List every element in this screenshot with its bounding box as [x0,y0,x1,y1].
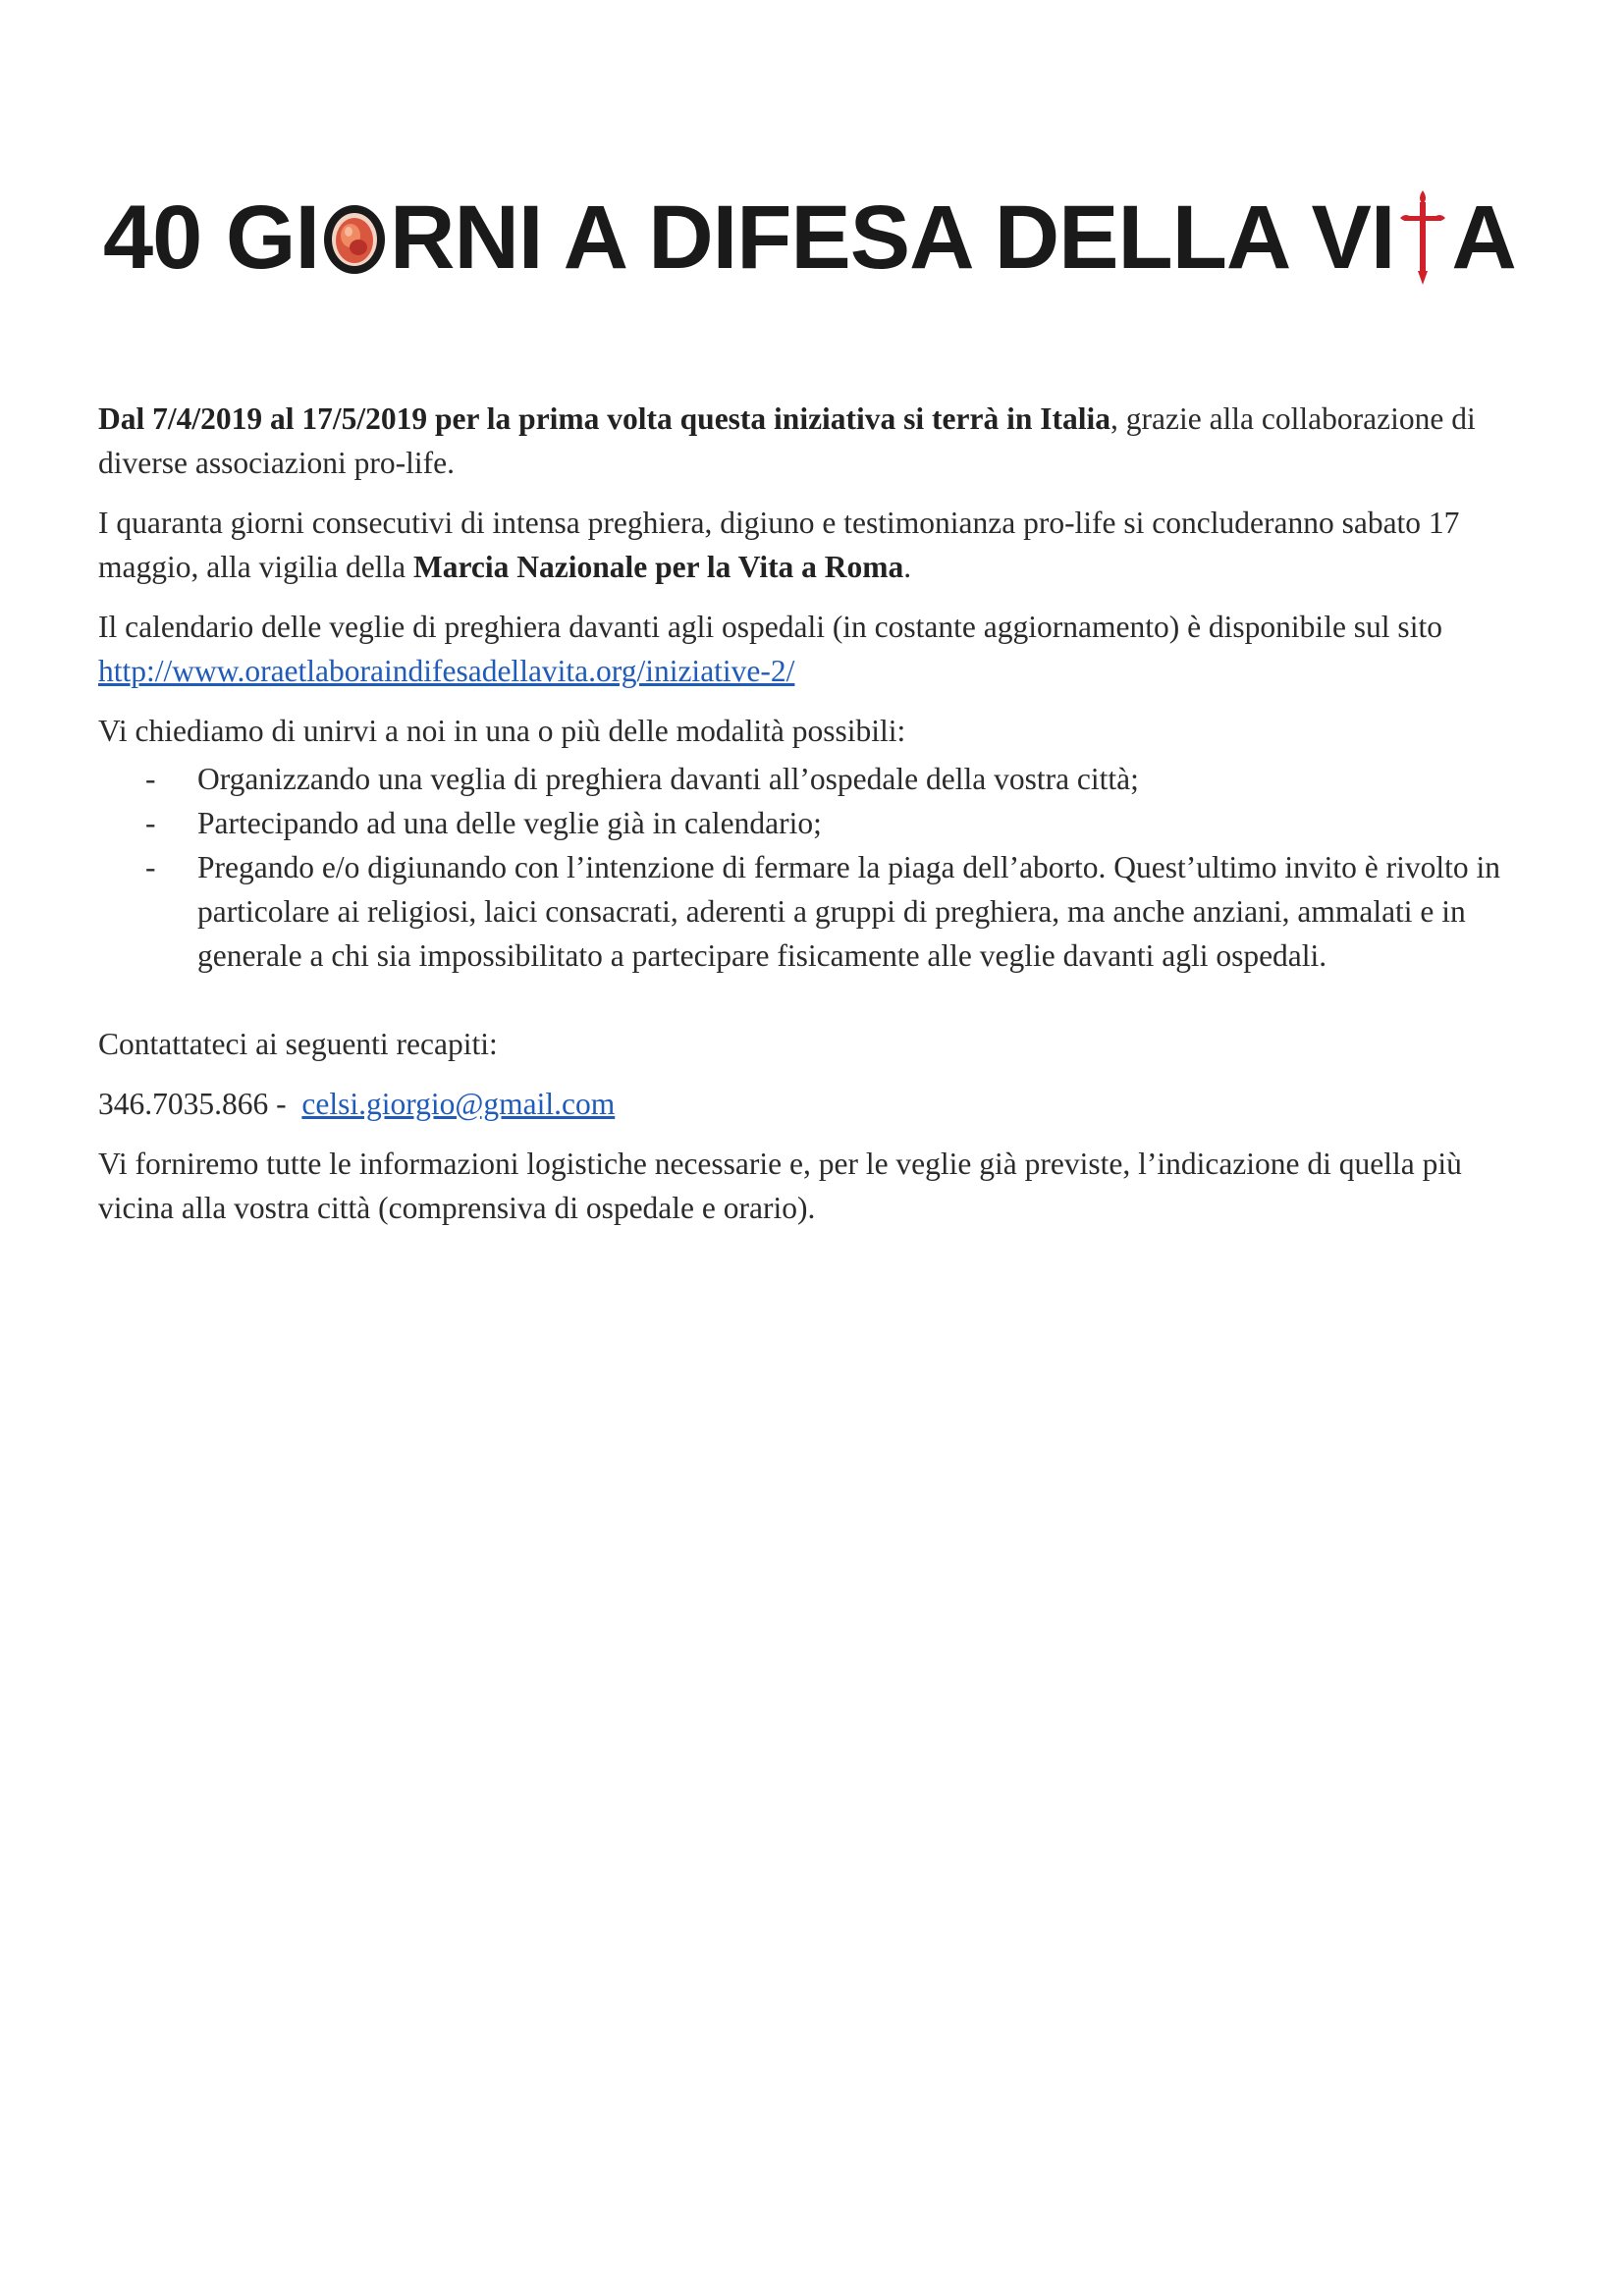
list-item [98,757,1532,801]
list-item-text: Organizzando una veglia di preghiera davanti all’ospedale della vostra città; [197,762,1139,796]
contact-line [98,1082,1532,1126]
logo-text-part1: 40 GI [103,187,320,288]
calendar-text: Il calendario delle veglie di preghiera davanti agli ospedali (in costante aggiornamento) è disponibile sul sito [98,610,1442,644]
list-item-text: Partecipando ad una delle veglie già in calendario; [197,806,822,840]
participation-list [98,757,1532,978]
calendar-paragraph [98,605,1532,693]
list-dash: - [145,762,156,796]
list-item [98,801,1532,845]
contact-phone: 346.7035.866 - [98,1087,295,1121]
closing-paragraph: Vi forniremo tutte le informazioni logistiche necessarie e, per le veglie già previste, l’indicazione di quella più vicina alla vostra città (comprensiva di ospedale e orario). [98,1147,1462,1225]
logo-text-part3: A [1451,187,1516,288]
campaign-logo [103,188,1537,287]
list-item-text: Pregando e/o digiunando con l’intenzione di fermare la piaga dell’aborto. Quest’ultimo invito è rivolto in particolare ai religiosi, laici consacrati, aderenti a gruppi di preghiera, ma anche anziani, ammalati e in generale a chi sia impossibilitato a partecipare fisicamente alle veglie davanti agli ospedali. [197,850,1501,973]
forty-days-text: I quaranta giorni consecutivi di intensa preghiera, digiuno e testimonianza pro-life si concluderanno sabato 17 maggio, alla vigilia della [98,506,1460,584]
calendar-website-link[interactable]: http://www.oraetlaboraindifesadellavita.org/iniziative-2/ [98,654,795,688]
intro-paragraph [98,397,1532,485]
logo-text-part2: RNI A DIFESA DELLA VI [390,187,1395,288]
intro-bold-dates: Dal 7/4/2019 al 17/5/2019 per la prima volta questa iniziativa si terrà in Italia [98,401,1111,436]
spacer [98,978,1532,1022]
march-name-bold: Marcia Nazionale per la Vita a Roma [413,550,904,584]
forty-days-paragraph [98,501,1532,589]
list-dash: - [145,806,156,840]
forty-days-end: . [903,550,912,584]
invitation-paragraph: Vi chiediamo di unirvi a noi in una o più delle modalità possibili: [98,714,906,748]
embryo-medallion-icon [321,202,388,277]
document-body [98,397,1532,1246]
list-dash: - [145,850,156,884]
contact-email-link[interactable]: celsi.giorgio@gmail.com [301,1087,616,1121]
red-cross-icon [1396,188,1449,287]
contact-heading: Contattateci ai seguenti recapiti: [98,1027,498,1061]
intro-rest: , grazie alla collaborazione di diverse associazioni pro-life. [98,401,1476,480]
list-item [98,845,1532,978]
